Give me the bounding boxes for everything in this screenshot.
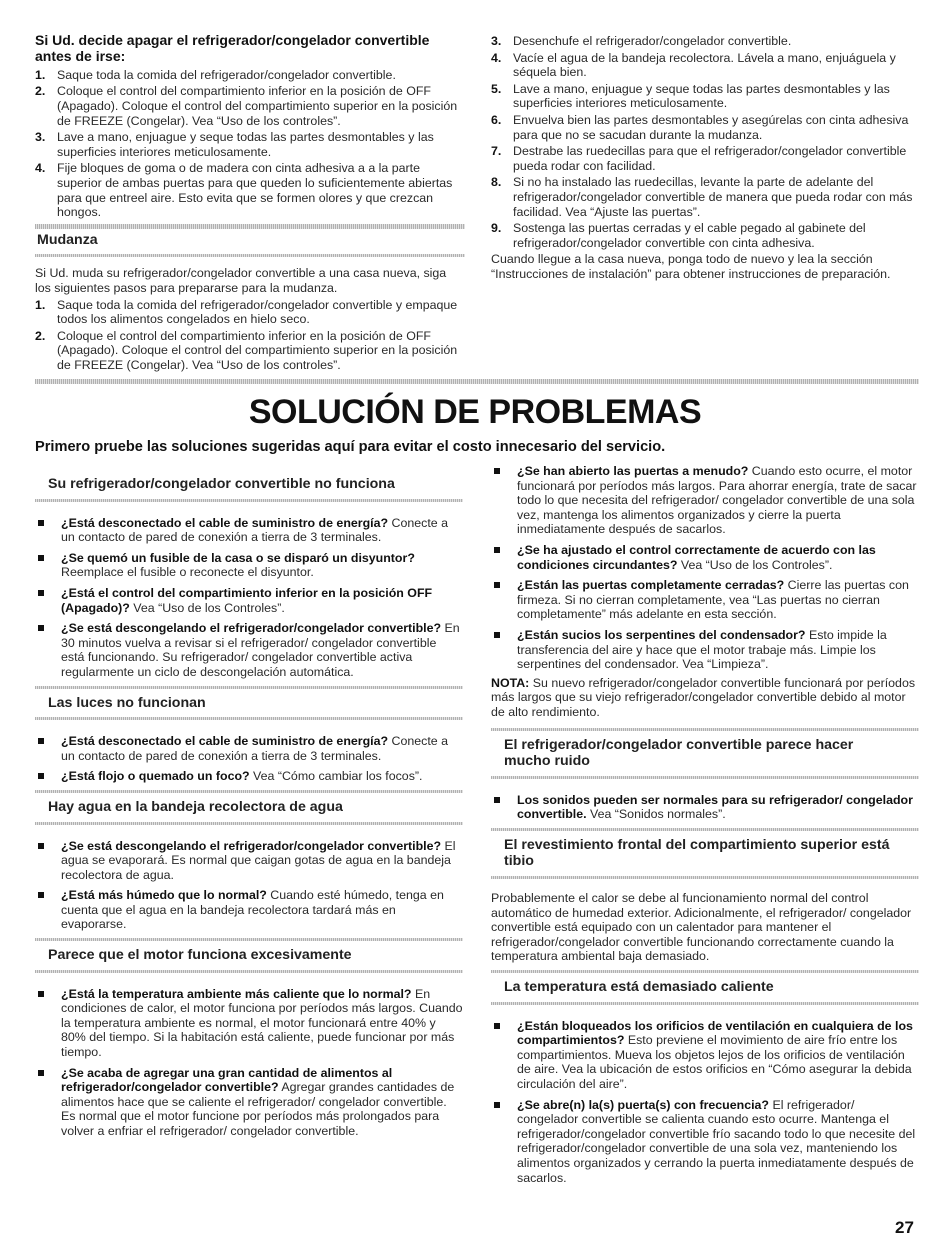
bullet-icon: [38, 1070, 44, 1076]
intro-text: Primero pruebe las soluciones sugeridas aquí para evitar el costo innecesario del servicio.: [35, 439, 666, 455]
list-item: ¿Está el control del compartimiento inferior en la posición OFF (Apagado)? Vea “Uso de los Controles”.: [35, 586, 463, 615]
list-item: Los sonidos pueden ser normales para su refrigerador/ congelador convertible. Vea “Sonidos normales”.: [491, 793, 919, 822]
section-title: Las luces no funcionan: [48, 694, 206, 711]
section-rule: [35, 499, 463, 502]
list-item: ¿Están sucios los serpentines del condensador? Esto impide la transferencia del aire y hace que el motor trabaje más. Limpie los serpentines del condensador. Vea “Limpieza”.: [491, 628, 919, 672]
list-item: 4. Fije bloques de goma o de madera con cinta adhesiva a a la parte superior de ambas puertas para que queden lo suficientemente abiertas para que entreel aire. Esto evita que se formen olores y que crezcan hongos.: [35, 161, 453, 220]
bullet-icon: [494, 1023, 500, 1029]
bullet-icon: [494, 547, 500, 553]
bullet-icon: [494, 632, 500, 638]
troubleshooting-right-column: [491, 464, 919, 1191]
bullet-icon: [38, 625, 44, 631]
shutdown-heading: Si Ud. decide apagar el refrigerador/congelador convertible antes de irse:: [35, 32, 430, 65]
list-item: ¿Se ha ajustado el control correctamente de acuerdo con las condiciones circundantes? Vea “Uso de los Controles”.: [491, 543, 919, 572]
list-item: 1. Saque toda la comida del refrigerador/congelador convertible.: [35, 67, 396, 82]
section-title: El revestimiento frontal del compartimiento superior está tibio: [504, 836, 890, 870]
section-rule: [491, 776, 919, 779]
list-item: 1. Saque toda la comida del refrigerador/congelador convertible y empaque todos los alimentos congelados en hielo seco.: [35, 297, 458, 327]
page-divider: [35, 379, 919, 384]
list-item: 7. Destrabe las ruedecillas para que el refrigerador/congelador convertible pueda rodar con facilidad.: [491, 144, 907, 173]
section-title: Parece que el motor funciona excesivamente: [48, 947, 352, 964]
section-rule: [35, 254, 465, 257]
list-item: 8. Si no ha instalado las ruedecillas, levante la parte de adelante del refrigerador/congelador convertible de manera que pueda rodar con más facilidad. Vea “Ajuste las puertas”.: [491, 175, 913, 219]
bullet-icon: [38, 590, 44, 596]
top-right-column: [491, 32, 919, 282]
bullet-icon: [38, 991, 44, 997]
list-item: ¿Se acaba de agregar una gran cantidad de alimentos al refrigerador/congelador convertible? Agregar grandes cantidades de alimentos hace que se caliente el refrigerador/ congelador convertible. Es normal que el motor funcione por períodos más prolongados para volver a enfriar el refrigerador/ congelador convertible.: [35, 1066, 463, 1139]
list-item: 3. Desenchufe el refrigerador/congelador convertible.: [491, 34, 792, 48]
page-number: 27: [895, 1218, 914, 1237]
bullet-icon: [38, 773, 44, 779]
list-item: 9. Sostenga las puertas cerradas y el cable pegado al gabinete del refrigerador/congelador convertible con cinta adhesiva.: [491, 221, 866, 250]
section-title: La temperatura está demasiado caliente: [504, 979, 774, 996]
shutdown-steps: [35, 68, 465, 220]
section-no-funciona: [35, 476, 463, 680]
section-temperatura: [491, 970, 919, 1185]
list-item: ¿Se está descongelando el refrigerador/congelador convertible? En 30 minutos vuelva a revisar si el refrigerador/ congelador convertible está funcionando. Su refrigerador/ congelador convertible activa regularmente un ciclo de descongelación automática.: [35, 621, 463, 679]
list-item: ¿Está flojo o quemado un foco? Vea “Cómo cambiar los focos”.: [35, 769, 463, 784]
bullet-icon: [494, 797, 500, 803]
section-rule: [35, 822, 463, 825]
section-tibio: [491, 828, 919, 964]
bullet-icon: [38, 892, 44, 898]
section-rule: [491, 728, 919, 731]
section-rule: [35, 686, 463, 689]
moving-closing-text: Cuando llegue a la casa nueva, ponga todo de nuevo y lea la sección “Instrucciones de instalación” para obtener instrucciones de preparación.: [491, 252, 891, 281]
bullet-icon: [494, 582, 500, 588]
bullet-icon: [38, 520, 44, 526]
list-item: ¿Está la temperatura ambiente más caliente que lo normal? En condiciones de calor, el motor funciona por períodos más largos. Cuando la temperatura ambiente es normal, el motor funcionará entre 40% y 80% del tiempo. Si la habitación está caliente, puede funcionar por más tiempo.: [35, 987, 463, 1060]
mudanza-intro: Si Ud. muda su refrigerador/congelador convertible a una casa nueva, siga los siguientes pasos para prepararse para la mudanza.: [35, 266, 447, 295]
section-rule: [35, 717, 463, 720]
bullet-icon: [38, 843, 44, 849]
section-title: Su refrigerador/congelador convertible no funciona: [48, 476, 395, 492]
list-item: ¿Están bloqueados los orificios de ventilación en cualquiera de los compartimientos? Esto previene el movimiento de aire frío entre los compartimientos. Mueva los objetos lejos de los orificios de ventilación de aire. Vea la ubicación de estos orificios en “Cómo asegurar la debida circulación del aire”.: [491, 1019, 919, 1092]
section-rule: [35, 224, 465, 229]
list-item: ¿Está desconectado el cable de suministro de energía? Conecte a un contacto de pared de conexión a tierra de 3 terminales.: [35, 734, 463, 763]
tibio-text: Probablemente el calor se debe al funcionamiento normal del control automático de humedad exterior. Adicionalmente, el refrigerador/ congelador convertible está equipado con un calentador para mantener el refrigerador/congelador convertible funcionando correctamente cuando la temperatura ambiental baja demasiado.: [491, 891, 912, 964]
list-item: 4. Vacíe el agua de la bandeja recolectora. Lávela a mano, enjuáguela y séquela bien.: [491, 50, 896, 80]
section-motor: [35, 938, 463, 1139]
section-rule: [491, 970, 919, 973]
list-item: 2. Coloque el control del compartimiento inferior en la posición de OFF (Apagado). Coloque el control del compartimiento superior en la posición de FREEZE (Congelar). Vea “Uso de los controles”.: [35, 84, 458, 128]
bullet-icon: [494, 468, 500, 474]
list-item: ¿Está desconectado el cable de suministro de energía? Conecte a un contacto de pared de conexión a tierra de 3 terminales.: [35, 516, 463, 545]
section-bandeja: [35, 790, 463, 932]
list-item: ¿Está más húmedo que lo normal? Cuando esté húmedo, tenga en cuenta que el agua en la bandeja recolectora tardará más en evaporarse.: [35, 888, 463, 932]
mudanza-steps-continued: [491, 34, 919, 250]
section-rule: [35, 938, 463, 941]
troubleshooting-left-column: [35, 476, 463, 1145]
list-item: ¿Se han abierto las puertas a menudo? Cuando esto ocurre, el motor funcionará por períodos más largos. Para ahorrar energía, trate de sacar todo lo que necesita del refrigerador/ congelador convertible de una sola vez, mantenga los alimentos organizados y cierre la puerta inmediatamente después de sacarlos.: [491, 464, 919, 537]
bullet-icon: [38, 738, 44, 744]
bullet-icon: [494, 1102, 500, 1108]
section-luces: [35, 686, 463, 784]
mudanza-title: Mudanza: [37, 231, 98, 248]
bullet-icon: [38, 555, 44, 561]
section-title: El refrigerador/congelador convertible parece hacer mucho ruido: [504, 736, 854, 770]
nota-text: NOTA: Su nuevo refrigerador/congelador convertible funcionará por períodos más largos que su viejo refrigerador/congelador convertible debido al motor de alto rendimiento.: [491, 675, 916, 719]
section-ruido: [491, 728, 919, 822]
section-rule: [35, 790, 463, 793]
section-rule: [491, 1002, 919, 1005]
list-item: 3. Lave a mano, enjuague y seque todas las partes desmontables y las superficies interiores meticulosamente.: [35, 130, 434, 159]
list-item: ¿Se está descongelando el refrigerador/congelador convertible? El agua se evaporará. Es normal que caigan gotas de agua en la bandeja recolectora de agua.: [35, 839, 463, 883]
section-title: Hay agua en la bandeja recolectora de agua: [48, 798, 343, 815]
section-rule: [35, 970, 463, 973]
list-item: 6. Envuelva bien las partes desmontables y asegúrelas con cinta adhesiva para que no se sacudan durante la mudanza.: [491, 112, 909, 142]
top-left-column: [35, 32, 465, 375]
section-rule: [491, 828, 919, 831]
list-item: 5. Lave a mano, enjuague y seque todas las partes desmontables y las superficies interiores meticulosamente.: [491, 81, 890, 111]
list-item: ¿Se quemó un fusible de la casa o se disparó un disyuntor? Reemplace el fusible o reconecte el disyuntor.: [35, 551, 463, 580]
section-rule: [491, 876, 919, 879]
list-item: ¿Están las puertas completamente cerradas? Cierre las puertas con firmeza. Si no cierran completamente, vea “Las puertas no cierran completamente” más adelante en esta sección.: [491, 578, 919, 622]
list-item: 2. Coloque el control del compartimiento inferior en la posición de OFF (Apagado). Coloque el control del compartimiento superior en la posición de FREEZE (Congelar). Vea “Uso de los controles”.: [35, 328, 458, 372]
page-title: SOLUCIÓN DE PROBLEMAS: [248, 393, 702, 431]
list-item: ¿Se abre(n) la(s) puerta(s) con frecuencia? El refrigerador/ congelador convertible se calienta cuando esto ocurre. Mantenga el refrigerador/congelador convertible frío sacando todo lo que necesite del refrigerador/congelador convertible de una sola vez, manteniendo los alimentos organizados y cerrando la puerta inmediatamente después de sacarlos.: [491, 1098, 919, 1186]
mudanza-steps: [35, 298, 465, 373]
